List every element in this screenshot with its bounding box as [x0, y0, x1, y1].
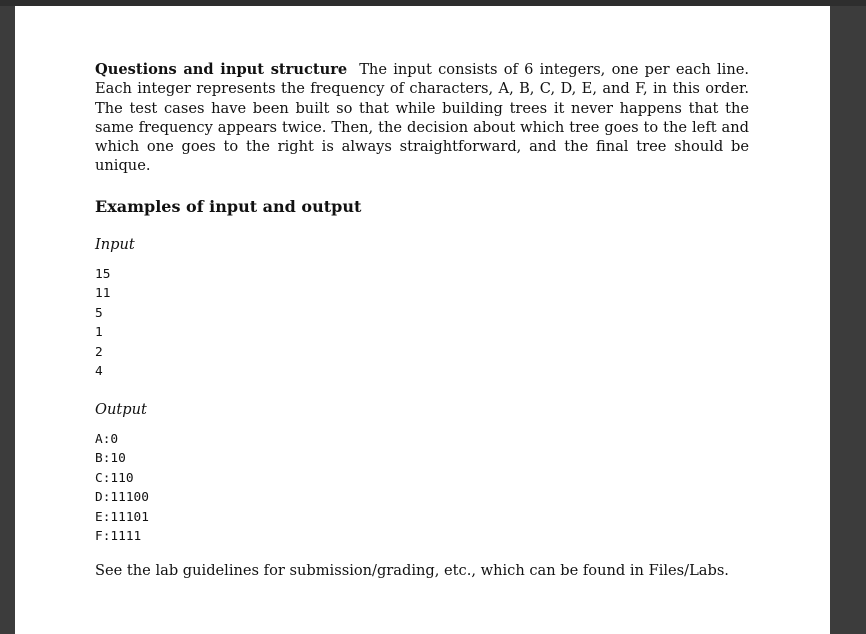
input-line: 4: [95, 364, 103, 380]
input-line: 5: [95, 305, 103, 321]
questions-text: The input consists of 6 integers, one per each line. Each integer represents the frequency of characters, A, B, C, D, E, and F, in this order. The test cases have been built so that while building trees it never happens that the same frequency appears twice. Then, the decision about which tree goes to the left and which one goes to the right is always straightforward, and the final tree should be unique.: [95, 61, 749, 175]
input-block: [95, 265, 749, 382]
input-label: Input: [95, 235, 135, 253]
output-line: E:11101: [95, 509, 149, 525]
output-line: A:0: [95, 431, 119, 447]
examples-heading: Examples of input and output: [95, 196, 362, 216]
output-line: C:110: [95, 470, 134, 486]
input-line: 11: [95, 286, 111, 302]
input-line: 2: [95, 344, 103, 360]
output-line: B:10: [95, 451, 126, 467]
output-line: D:11100: [95, 490, 149, 506]
footer-paragraph: See the lab guidelines for submission/grading, etc., which can be found in Files/Labs.: [95, 561, 729, 579]
input-line: 1: [95, 325, 103, 341]
input-line: 15: [95, 266, 111, 282]
document-content: [95, 60, 749, 580]
output-label: Output: [95, 400, 147, 418]
output-block: [95, 430, 749, 547]
output-line: F:1111: [95, 529, 142, 545]
questions-paragraph: [95, 60, 749, 176]
document-page: [15, 6, 830, 634]
questions-heading: Questions and input structure: [95, 61, 348, 78]
